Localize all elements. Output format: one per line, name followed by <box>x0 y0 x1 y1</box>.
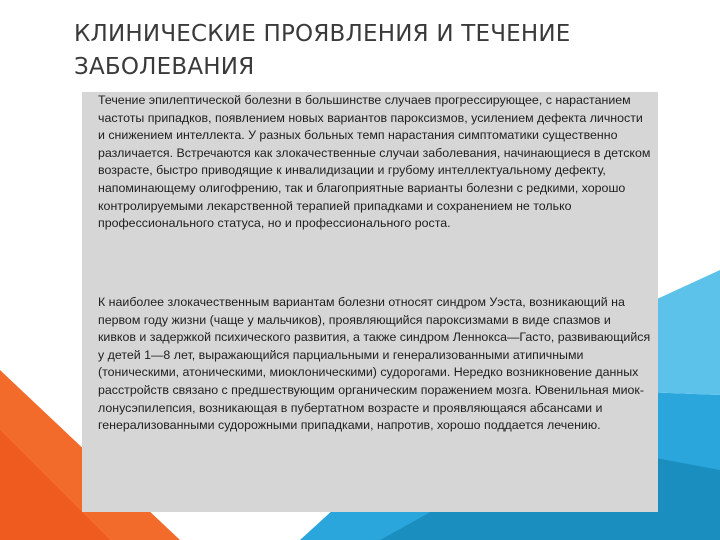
paragraph-2: К наиболее злокачественным вариантам болезни относят синдром Уэста, возникающий на первом году жизни (чаще у мальчиков), проявляющийся пароксизмами в виде спазмов и кивков и задержкой психического развития, а также синдром Леннокса—Гасто, развивающийся у детей 1—8 лет, выражающийся парциальными и генерализованными атипичными (тоническими, атоническими, миоклоническими) судорогами. Нередко возникновение данных расстройств связано с предшествующим органическим поражением мозга. Ювенильная миок- лонусэпилепсия, возникающая в пубертатном возрасте и проявляющаяся абсансами и генерализованными судорожными припадками, напротив, хорошо поддается лечению. <box>98 295 651 433</box>
content-box <box>82 92 658 512</box>
paragraph-1: Течение эпилептической болезни в большинстве случаев прогрессирующее, с нарастанием частоты припадков, появлением новых вариантов пароксизмов, усилением дефекта личности и снижением интеллекта. У разных больных темп нарастания симптоматики существенно различается. Встречаются как злокачественные случаи заболевания, начинающиеся в детском возрасте, быстро приводящие к инвалидизации и грубому интеллектуальному дефекту, напоминающему олигофрению, так и благоприятные варианты болезни с редкими, хорошо контролируемыми лекарственной терапией припадками и сохранением не только профессионального статуса, но и профессионального роста. <box>98 93 651 231</box>
slide-title: КЛИНИЧЕСКИЕ ПРОЯВЛЕНИЯ И ТЕЧЕНИЕ ЗАБОЛЕВАНИЯ <box>74 21 571 80</box>
